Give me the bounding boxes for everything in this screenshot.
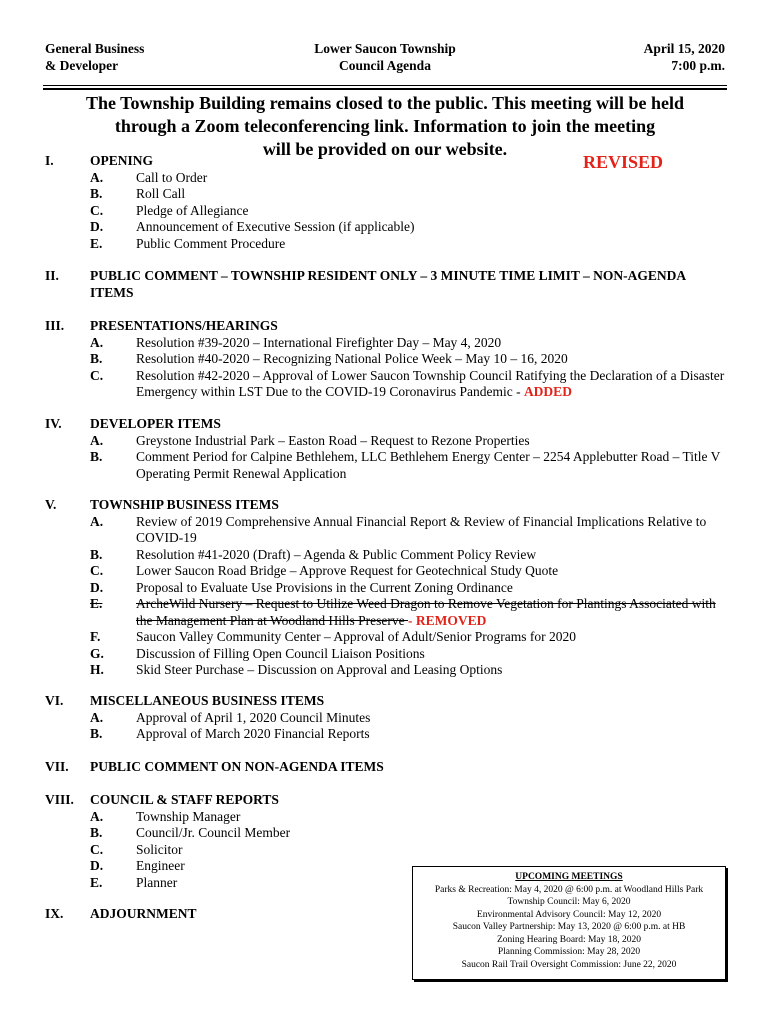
section-number: I. [45,153,54,168]
section-adjournment [45,906,385,923]
item-letter: E. [90,596,103,611]
item-letter: D. [90,219,104,234]
item-text: Township Manager [136,808,241,824]
section-title: DEVELOPER ITEMS [90,416,221,431]
item-letter: C. [90,367,104,383]
section-title: MISCELLANEOUS BUSINESS ITEMS [90,693,325,708]
header-title [45,40,725,74]
closure-notice [40,92,730,161]
item-text: Approval of March 2020 Financial Reports [136,726,370,741]
agenda-item [90,809,728,826]
agenda-item [90,580,728,597]
header-title-line2: Council Agenda [339,58,431,73]
item-letter: F. [90,629,101,644]
upcoming-meeting-line: Planning Commission: May 28, 2020 [497,947,641,957]
section-title: TOWNSHIP BUSINESS ITEMS [90,497,279,512]
item-letter: B. [90,825,103,840]
item-text: Lower Saucon Road Bridge – Approve Request for Geotechnical Study Quote [136,563,559,578]
section-township-business [45,497,735,679]
header-title-line1: Lower Saucon Township [314,41,456,56]
section-number: IV. [45,416,62,431]
item-letter: B. [90,449,103,464]
section-title: PUBLIC COMMENT ON NON-AGENDA ITEMS [90,759,384,774]
upcoming-meeting-line: Township Council: May 6, 2020 [507,897,631,907]
agenda-item [90,629,728,646]
item-letter: A. [90,432,104,448]
item-text: Announcement of Executive Session (if applicable) [136,219,415,234]
agenda-item [90,236,728,253]
section-number: VI. [45,693,64,708]
item-letter: D. [90,579,104,595]
agenda-item [90,186,728,203]
item-text: Resolution #39-2020 – International Firefighter Day – May 4, 2020 [136,334,502,350]
item-letter: G. [90,645,104,661]
item-text: Pledge of Allegiance [136,202,249,218]
agenda-item [90,726,728,743]
item-letter: E. [90,874,103,890]
item-letter: B. [90,351,103,366]
agenda-item [90,825,728,842]
added-tag: ADDED [523,384,572,399]
item-text: Planner [136,874,178,890]
item-text: Roll Call [136,186,186,201]
agenda-item [90,547,728,564]
upcoming-meeting-line: Parks & Recreation: May 4, 2020 @ 6:00 p.m. at Woodland Hills Park [434,884,704,895]
item-text: Comment Period for Calpine Bethlehem, LLC Bethlehem Energy Center – 2254 Applebutter Road – Title V Operating Permit Renewal Application [136,449,721,481]
item-letter: B. [90,546,103,562]
section-public-comment [45,268,735,301]
header-category-line2: & Developer [45,58,119,73]
header-time-line2: 7:00 p.m. [671,58,725,73]
section-number: V. [45,497,57,512]
agenda-item [90,170,728,187]
removed-tag: - REMOVED [407,612,487,628]
item-text: Resolution #41-2020 (Draft) – Agenda & Public Comment Policy Review [136,546,537,562]
section-number: VIII. [45,792,74,807]
notice-line3: will be provided on our website. [262,139,508,159]
section-title: PRESENTATIONS/HEARINGS [90,318,278,333]
header-date [644,40,725,74]
item-letter: C. [90,841,104,857]
item-letter: A. [90,808,104,824]
item-letter: C. [90,202,104,218]
item-text: Skid Steer Purchase – Discussion on Approval and Leasing Options [136,662,503,677]
upcoming-meetings-title: UPCOMING MEETINGS [515,872,623,882]
notice-line1: The Township Building remains closed to the public. This meeting will be held [86,93,684,113]
section-number: IX. [45,906,64,921]
header-date-line1: April 15, 2020 [643,41,725,56]
revised-label: REVISED [583,152,664,172]
item-letter: A. [90,513,104,529]
item-text: Greystone Industrial Park – Easton Road – Request to Rezone Properties [136,432,530,448]
agenda-item [90,433,728,450]
item-letter: A. [90,169,104,185]
agenda-item [90,710,728,727]
notice-line2: through a Zoom teleconferencing link. Information to join the meeting [114,116,656,136]
agenda-item [90,514,728,547]
upcoming-meeting-line: Saucon Valley Partnership: May 13, 2020 @ 6:00 p.m. at HB [452,922,686,932]
item-letter: C. [90,563,104,578]
agenda-item [90,335,728,352]
page-header [45,40,725,76]
item-text: Saucon Valley Community Center – Approval of Adult/Senior Programs for 2020 [136,629,576,644]
header-divider-thin [43,85,727,86]
upcoming-meeting-line: Saucon Rail Trail Oversight Commission: June 22, 2020 [461,959,677,970]
item-text: ArcheWild Nursery – Request to Utilize Weed Dragon to Remove Vegetation for Plantings Associated with the Management Plan at Woodland Hills Preserve [136,596,716,628]
section-misc-business [45,693,735,743]
item-letter: A. [90,709,104,725]
agenda-item [90,646,728,663]
agenda-item [90,368,728,401]
section-number: III. [45,318,65,333]
agenda-item [90,563,728,580]
agenda-item [90,842,728,859]
item-letter: D. [90,858,104,873]
item-text: Proposal to Evaluate Use Provisions in the Current Zoning Ordinance [136,579,513,595]
item-text: Review of 2019 Comprehensive Annual Financial Report & Review of Financial Implications Relative to COVID-19 [136,513,707,545]
section-title: ADJOURNMENT [90,906,197,921]
agenda-item [90,351,728,368]
section-developer-items [45,416,735,482]
item-text: Resolution #40-2020 – Recognizing National Police Week – May 10 – 16, 2020 [136,351,568,366]
upcoming-meetings-box [412,866,726,980]
section-title: COUNCIL & STAFF REPORTS [90,792,279,807]
agenda-item [90,449,728,482]
item-text: Resolution #42-2020 – Approval of Lower Saucon Township Council Ratifying the Declaration of a Disaster Emergency within LST Due to the COVID-19 Coronavirus Pandemic - [136,367,725,399]
section-presentations [45,318,735,401]
agenda-item [90,203,728,220]
item-letter: B. [90,186,103,201]
section-number: VII. [45,759,69,774]
header-category-line1: General Business [45,41,145,56]
item-letter: H. [90,662,104,677]
header-divider-thick [43,88,727,90]
section-title: OPENING [90,153,154,168]
agenda-item [90,662,728,679]
item-text: Public Comment Procedure [136,235,286,251]
item-text: Call to Order [136,169,208,185]
item-letter: B. [90,726,103,741]
upcoming-meeting-line: Zoning Hearing Board: May 18, 2020 [496,934,642,945]
section-public-comment-non-agenda [45,759,735,776]
section-number: II. [45,268,59,283]
upcoming-meeting-line: Environmental Advisory Council: May 12, 2020 [476,909,662,920]
section-title: PUBLIC COMMENT – TOWNSHIP RESIDENT ONLY – 3 MINUTE TIME LIMIT – NON-AGENDA ITEMS [90,268,686,300]
item-letter: E. [90,235,103,251]
item-letter: A. [90,334,104,350]
item-text: Council/Jr. Council Member [136,825,291,840]
agenda-item [90,219,728,236]
item-text: Engineer [136,858,185,873]
item-text: Approval of April 1, 2020 Council Minutes [136,709,371,725]
item-text: Discussion of Filling Open Council Liaison Positions [136,645,425,661]
section-opening [45,153,735,252]
item-text: Solicitor [136,841,183,857]
agenda-item-removed [90,596,728,629]
